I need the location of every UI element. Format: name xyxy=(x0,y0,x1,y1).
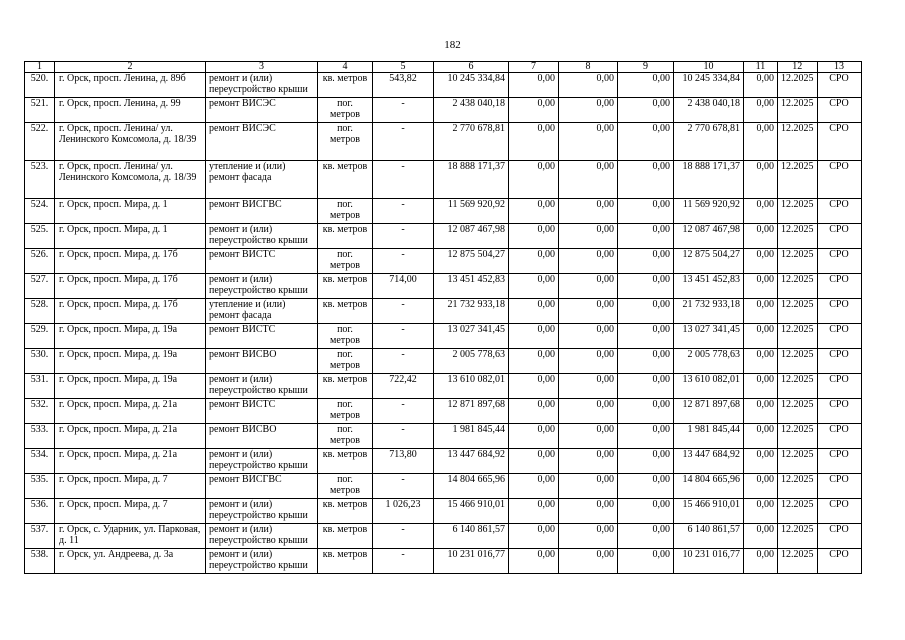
cell-cost-col-7: 0,00 xyxy=(509,161,559,199)
cell-method: СРО xyxy=(817,324,861,349)
cell-area: - xyxy=(373,424,434,449)
cell-cost-col-11: 0,00 xyxy=(744,161,778,199)
cell-unit: кв. метров xyxy=(318,499,373,524)
header-row xyxy=(25,62,862,73)
page-number: 182 xyxy=(444,39,461,51)
cell-cost-col-9: 0,00 xyxy=(618,98,674,123)
cell-method: СРО xyxy=(817,123,861,161)
cell-unit: пог. метров xyxy=(318,349,373,374)
capital-repair-table xyxy=(24,61,862,574)
table-row xyxy=(25,73,862,98)
cell-completion-date: 12.2025 xyxy=(778,474,818,499)
cell-cost-col-10: 11 569 920,92 xyxy=(674,199,744,224)
header-col-2: 2 xyxy=(55,62,206,73)
cell-cost-col-11: 0,00 xyxy=(744,424,778,449)
cell-total-cost: 13 610 082,01 xyxy=(434,374,509,399)
cell-method: СРО xyxy=(817,524,861,549)
cell-address: г. Орск, просп. Мира, д. 21а xyxy=(55,399,206,424)
cell-address: г. Орск, просп. Ленина/ ул. Ленинского Комсомола, д. 18/39 xyxy=(55,123,206,161)
cell-total-cost: 13 027 341,45 xyxy=(434,324,509,349)
cell-cost-col-7: 0,00 xyxy=(509,199,559,224)
cell-work-type: ремонт ВИСГВС xyxy=(206,199,318,224)
cell-area: - xyxy=(373,249,434,274)
cell-cost-col-10: 12 087 467,98 xyxy=(674,224,744,249)
cell-cost-col-11: 0,00 xyxy=(744,274,778,299)
header-col-1: 1 xyxy=(25,62,55,73)
cell-cost-col-11: 0,00 xyxy=(744,549,778,574)
cell-row-number: 533. xyxy=(25,424,55,449)
cell-total-cost: 11 569 920,92 xyxy=(434,199,509,224)
header-col-13: 13 xyxy=(817,62,861,73)
table-row xyxy=(25,161,862,199)
cell-unit: пог. метров xyxy=(318,474,373,499)
cell-area: 714,00 xyxy=(373,274,434,299)
cell-total-cost: 1 981 845,44 xyxy=(434,424,509,449)
table-row xyxy=(25,98,862,123)
table-row xyxy=(25,549,862,574)
cell-completion-date: 12.2025 xyxy=(778,161,818,199)
table-row xyxy=(25,474,862,499)
cell-work-type: ремонт ВИСГВС xyxy=(206,474,318,499)
cell-area: - xyxy=(373,161,434,199)
cell-total-cost: 15 466 910,01 xyxy=(434,499,509,524)
cell-cost-col-11: 0,00 xyxy=(744,224,778,249)
cell-address: г. Орск, просп. Мира, д. 19а xyxy=(55,349,206,374)
cell-cost-col-9: 0,00 xyxy=(618,324,674,349)
cell-unit: пог. метров xyxy=(318,98,373,123)
cell-area: - xyxy=(373,324,434,349)
cell-address: г. Орск, просп. Ленина, д. 89б xyxy=(55,73,206,98)
cell-method: СРО xyxy=(817,374,861,399)
cell-unit: кв. метров xyxy=(318,299,373,324)
cell-cost-col-11: 0,00 xyxy=(744,98,778,123)
cell-cost-col-11: 0,00 xyxy=(744,499,778,524)
table-row xyxy=(25,349,862,374)
cell-cost-col-8: 0,00 xyxy=(559,224,618,249)
cell-method: СРО xyxy=(817,98,861,123)
header-col-8: 8 xyxy=(559,62,618,73)
cell-completion-date: 12.2025 xyxy=(778,224,818,249)
cell-row-number: 523. xyxy=(25,161,55,199)
cell-cost-col-11: 0,00 xyxy=(744,349,778,374)
cell-work-type: ремонт ВИСВО xyxy=(206,424,318,449)
cell-cost-col-8: 0,00 xyxy=(559,299,618,324)
cell-cost-col-7: 0,00 xyxy=(509,424,559,449)
cell-unit: кв. метров xyxy=(318,161,373,199)
cell-unit: пог. метров xyxy=(318,123,373,161)
cell-method: СРО xyxy=(817,199,861,224)
cell-work-type: ремонт ВИСТС xyxy=(206,324,318,349)
cell-area: - xyxy=(373,399,434,424)
cell-row-number: 525. xyxy=(25,224,55,249)
cell-cost-col-11: 0,00 xyxy=(744,324,778,349)
cell-work-type: ремонт и (или) переустройство крыши xyxy=(206,499,318,524)
cell-cost-col-9: 0,00 xyxy=(618,474,674,499)
cell-cost-col-10: 13 447 684,92 xyxy=(674,449,744,474)
cell-work-type: утепление и (или) ремонт фасада xyxy=(206,161,318,199)
cell-cost-col-10: 13 027 341,45 xyxy=(674,324,744,349)
cell-cost-col-8: 0,00 xyxy=(559,324,618,349)
cell-unit: пог. метров xyxy=(318,399,373,424)
cell-cost-col-8: 0,00 xyxy=(559,524,618,549)
cell-completion-date: 12.2025 xyxy=(778,299,818,324)
cell-cost-col-9: 0,00 xyxy=(618,161,674,199)
cell-row-number: 536. xyxy=(25,499,55,524)
cell-address: г. Орск, ул. Андреева, д. 3а xyxy=(55,549,206,574)
cell-cost-col-9: 0,00 xyxy=(618,73,674,98)
cell-cost-col-10: 2 770 678,81 xyxy=(674,123,744,161)
cell-cost-col-10: 10 231 016,77 xyxy=(674,549,744,574)
header-col-9: 9 xyxy=(618,62,674,73)
cell-total-cost: 2 005 778,63 xyxy=(434,349,509,374)
cell-row-number: 530. xyxy=(25,349,55,374)
cell-row-number: 528. xyxy=(25,299,55,324)
cell-total-cost: 21 732 933,18 xyxy=(434,299,509,324)
cell-unit: кв. метров xyxy=(318,524,373,549)
cell-address: г. Орск, просп. Ленина, д. 99 xyxy=(55,98,206,123)
cell-cost-col-10: 2 438 040,18 xyxy=(674,98,744,123)
cell-area: - xyxy=(373,524,434,549)
cell-row-number: 535. xyxy=(25,474,55,499)
cell-cost-col-7: 0,00 xyxy=(509,249,559,274)
cell-completion-date: 12.2025 xyxy=(778,349,818,374)
cell-total-cost: 12 087 467,98 xyxy=(434,224,509,249)
cell-completion-date: 12.2025 xyxy=(778,449,818,474)
cell-cost-col-11: 0,00 xyxy=(744,374,778,399)
cell-cost-col-7: 0,00 xyxy=(509,324,559,349)
cell-work-type: ремонт ВИСЭС xyxy=(206,98,318,123)
cell-row-number: 527. xyxy=(25,274,55,299)
cell-cost-col-7: 0,00 xyxy=(509,98,559,123)
cell-method: СРО xyxy=(817,224,861,249)
cell-cost-col-7: 0,00 xyxy=(509,73,559,98)
cell-cost-col-10: 21 732 933,18 xyxy=(674,299,744,324)
cell-unit: пог. метров xyxy=(318,249,373,274)
cell-work-type: ремонт ВИСЭС xyxy=(206,123,318,161)
cell-cost-col-11: 0,00 xyxy=(744,299,778,324)
cell-work-type: утепление и (или) ремонт фасада xyxy=(206,299,318,324)
cell-row-number: 537. xyxy=(25,524,55,549)
cell-cost-col-8: 0,00 xyxy=(559,161,618,199)
cell-area: - xyxy=(373,549,434,574)
cell-cost-col-9: 0,00 xyxy=(618,199,674,224)
cell-cost-col-9: 0,00 xyxy=(618,249,674,274)
cell-address: г. Орск, просп. Мира, д. 19а xyxy=(55,374,206,399)
cell-method: СРО xyxy=(817,499,861,524)
cell-row-number: 521. xyxy=(25,98,55,123)
table-row xyxy=(25,499,862,524)
cell-completion-date: 12.2025 xyxy=(778,249,818,274)
table-row xyxy=(25,299,862,324)
header-col-7: 7 xyxy=(509,62,559,73)
cell-cost-col-9: 0,00 xyxy=(618,399,674,424)
cell-area: 1 026,23 xyxy=(373,499,434,524)
cell-work-type: ремонт и (или) переустройство крыши xyxy=(206,374,318,399)
cell-area: - xyxy=(373,199,434,224)
cell-total-cost: 10 231 016,77 xyxy=(434,549,509,574)
cell-cost-col-9: 0,00 xyxy=(618,374,674,399)
cell-cost-col-9: 0,00 xyxy=(618,299,674,324)
table-row xyxy=(25,524,862,549)
cell-total-cost: 6 140 861,57 xyxy=(434,524,509,549)
cell-work-type: ремонт и (или) переустройство крыши xyxy=(206,224,318,249)
cell-cost-col-11: 0,00 xyxy=(744,123,778,161)
cell-work-type: ремонт и (или) переустройство крыши xyxy=(206,73,318,98)
cell-cost-col-8: 0,00 xyxy=(559,499,618,524)
cell-address: г. Орск, просп. Мира, д. 1 xyxy=(55,224,206,249)
table-row xyxy=(25,199,862,224)
cell-cost-col-7: 0,00 xyxy=(509,274,559,299)
cell-cost-col-9: 0,00 xyxy=(618,424,674,449)
table-row xyxy=(25,374,862,399)
cell-unit: пог. метров xyxy=(318,424,373,449)
cell-cost-col-11: 0,00 xyxy=(744,449,778,474)
cell-row-number: 529. xyxy=(25,324,55,349)
cell-cost-col-11: 0,00 xyxy=(744,474,778,499)
table-body xyxy=(25,73,862,574)
cell-completion-date: 12.2025 xyxy=(778,324,818,349)
cell-cost-col-7: 0,00 xyxy=(509,374,559,399)
table-row xyxy=(25,224,862,249)
cell-unit: кв. метров xyxy=(318,73,373,98)
cell-row-number: 520. xyxy=(25,73,55,98)
cell-address: г. Орск, просп. Мира, д. 21а xyxy=(55,424,206,449)
table-row xyxy=(25,399,862,424)
cell-completion-date: 12.2025 xyxy=(778,123,818,161)
cell-work-type: ремонт ВИСТС xyxy=(206,249,318,274)
cell-cost-col-7: 0,00 xyxy=(509,474,559,499)
cell-address: г. Орск, просп. Мира, д. 1 xyxy=(55,199,206,224)
cell-unit: кв. метров xyxy=(318,549,373,574)
cell-work-type: ремонт ВИСТС xyxy=(206,399,318,424)
cell-completion-date: 12.2025 xyxy=(778,424,818,449)
cell-cost-col-8: 0,00 xyxy=(559,274,618,299)
cell-method: СРО xyxy=(817,549,861,574)
cell-cost-col-9: 0,00 xyxy=(618,274,674,299)
cell-address: г. Орск, просп. Мира, д. 19а xyxy=(55,324,206,349)
cell-cost-col-10: 10 245 334,84 xyxy=(674,73,744,98)
header-col-10: 10 xyxy=(674,62,744,73)
cell-cost-col-8: 0,00 xyxy=(559,374,618,399)
cell-cost-col-9: 0,00 xyxy=(618,524,674,549)
cell-method: СРО xyxy=(817,349,861,374)
cell-completion-date: 12.2025 xyxy=(778,98,818,123)
cell-address: г. Орск, просп. Мира, д. 7 xyxy=(55,499,206,524)
cell-address: г. Орск, просп. Ленина/ ул. Ленинского Комсомола, д. 18/39 xyxy=(55,161,206,199)
cell-cost-col-10: 15 466 910,01 xyxy=(674,499,744,524)
cell-unit: кв. метров xyxy=(318,274,373,299)
cell-completion-date: 12.2025 xyxy=(778,274,818,299)
cell-cost-col-7: 0,00 xyxy=(509,349,559,374)
cell-address: г. Орск, просп. Мира, д. 17б xyxy=(55,249,206,274)
cell-total-cost: 2 770 678,81 xyxy=(434,123,509,161)
cell-completion-date: 12.2025 xyxy=(778,549,818,574)
cell-method: СРО xyxy=(817,299,861,324)
cell-total-cost: 18 888 171,37 xyxy=(434,161,509,199)
cell-total-cost: 2 438 040,18 xyxy=(434,98,509,123)
cell-total-cost: 13 447 684,92 xyxy=(434,449,509,474)
cell-completion-date: 12.2025 xyxy=(778,524,818,549)
cell-total-cost: 12 875 504,27 xyxy=(434,249,509,274)
cell-row-number: 534. xyxy=(25,449,55,474)
table-row xyxy=(25,324,862,349)
cell-method: СРО xyxy=(817,73,861,98)
cell-cost-col-10: 12 875 504,27 xyxy=(674,249,744,274)
cell-cost-col-10: 18 888 171,37 xyxy=(674,161,744,199)
cell-method: СРО xyxy=(817,474,861,499)
cell-cost-col-11: 0,00 xyxy=(744,249,778,274)
cell-cost-col-8: 0,00 xyxy=(559,249,618,274)
cell-method: СРО xyxy=(817,161,861,199)
cell-method: СРО xyxy=(817,449,861,474)
cell-cost-col-8: 0,00 xyxy=(559,399,618,424)
cell-area: - xyxy=(373,224,434,249)
cell-cost-col-8: 0,00 xyxy=(559,349,618,374)
cell-method: СРО xyxy=(817,424,861,449)
cell-cost-col-8: 0,00 xyxy=(559,73,618,98)
header-col-12: 12 xyxy=(778,62,818,73)
cell-cost-col-11: 0,00 xyxy=(744,73,778,98)
cell-cost-col-8: 0,00 xyxy=(559,424,618,449)
cell-cost-col-11: 0,00 xyxy=(744,199,778,224)
table-row xyxy=(25,123,862,161)
cell-area: - xyxy=(373,474,434,499)
cell-cost-col-9: 0,00 xyxy=(618,449,674,474)
cell-unit: кв. метров xyxy=(318,449,373,474)
table-row xyxy=(25,449,862,474)
cell-cost-col-8: 0,00 xyxy=(559,98,618,123)
cell-cost-col-7: 0,00 xyxy=(509,224,559,249)
cell-work-type: ремонт ВИСВО xyxy=(206,349,318,374)
cell-cost-col-7: 0,00 xyxy=(509,449,559,474)
cell-method: СРО xyxy=(817,274,861,299)
cell-cost-col-7: 0,00 xyxy=(509,524,559,549)
cell-row-number: 524. xyxy=(25,199,55,224)
cell-address: г. Орск, просп. Мира, д. 7 xyxy=(55,474,206,499)
cell-completion-date: 12.2025 xyxy=(778,374,818,399)
cell-cost-col-9: 0,00 xyxy=(618,123,674,161)
cell-cost-col-10: 1 981 845,44 xyxy=(674,424,744,449)
cell-completion-date: 12.2025 xyxy=(778,399,818,424)
cell-cost-col-10: 13 451 452,83 xyxy=(674,274,744,299)
cell-area: - xyxy=(373,123,434,161)
cell-area: - xyxy=(373,98,434,123)
cell-method: СРО xyxy=(817,399,861,424)
cell-method: СРО xyxy=(817,249,861,274)
cell-area: 722,42 xyxy=(373,374,434,399)
cell-cost-col-10: 6 140 861,57 xyxy=(674,524,744,549)
cell-total-cost: 14 804 665,96 xyxy=(434,474,509,499)
cell-cost-col-7: 0,00 xyxy=(509,123,559,161)
cell-area: - xyxy=(373,299,434,324)
cell-cost-col-10: 14 804 665,96 xyxy=(674,474,744,499)
cell-cost-col-8: 0,00 xyxy=(559,474,618,499)
header-col-6: 6 xyxy=(434,62,509,73)
cell-unit: пог. метров xyxy=(318,324,373,349)
cell-row-number: 522. xyxy=(25,123,55,161)
cell-total-cost: 10 245 334,84 xyxy=(434,73,509,98)
cell-row-number: 526. xyxy=(25,249,55,274)
cell-area: 543,82 xyxy=(373,73,434,98)
cell-work-type: ремонт и (или) переустройство крыши xyxy=(206,549,318,574)
cell-cost-col-9: 0,00 xyxy=(618,499,674,524)
cell-work-type: ремонт и (или) переустройство крыши xyxy=(206,449,318,474)
header-col-3: 3 xyxy=(206,62,318,73)
cell-total-cost: 13 451 452,83 xyxy=(434,274,509,299)
cell-cost-col-10: 2 005 778,63 xyxy=(674,349,744,374)
cell-completion-date: 12.2025 xyxy=(778,499,818,524)
cell-address: г. Орск, просп. Мира, д. 21а xyxy=(55,449,206,474)
table-row xyxy=(25,249,862,274)
cell-cost-col-9: 0,00 xyxy=(618,549,674,574)
cell-cost-col-9: 0,00 xyxy=(618,349,674,374)
cell-work-type: ремонт и (или) переустройство крыши xyxy=(206,524,318,549)
cell-cost-col-10: 12 871 897,68 xyxy=(674,399,744,424)
cell-area: 713,80 xyxy=(373,449,434,474)
cell-address: г. Орск, с. Ударник, ул. Парковая, д. 11 xyxy=(55,524,206,549)
cell-area: - xyxy=(373,349,434,374)
cell-work-type: ремонт и (или) переустройство крыши xyxy=(206,274,318,299)
header-col-5: 5 xyxy=(373,62,434,73)
cell-row-number: 538. xyxy=(25,549,55,574)
cell-address: г. Орск, просп. Мира, д. 17б xyxy=(55,299,206,324)
cell-completion-date: 12.2025 xyxy=(778,73,818,98)
cell-total-cost: 12 871 897,68 xyxy=(434,399,509,424)
cell-address: г. Орск, просп. Мира, д. 17б xyxy=(55,274,206,299)
cell-cost-col-8: 0,00 xyxy=(559,199,618,224)
cell-completion-date: 12.2025 xyxy=(778,199,818,224)
cell-row-number: 532. xyxy=(25,399,55,424)
cell-cost-col-8: 0,00 xyxy=(559,123,618,161)
cell-cost-col-7: 0,00 xyxy=(509,499,559,524)
cell-row-number: 531. xyxy=(25,374,55,399)
cell-cost-col-11: 0,00 xyxy=(744,524,778,549)
cell-cost-col-9: 0,00 xyxy=(618,224,674,249)
cell-cost-col-10: 13 610 082,01 xyxy=(674,374,744,399)
table-row xyxy=(25,424,862,449)
cell-cost-col-8: 0,00 xyxy=(559,549,618,574)
header-col-11: 11 xyxy=(744,62,778,73)
cell-cost-col-7: 0,00 xyxy=(509,549,559,574)
cell-cost-col-7: 0,00 xyxy=(509,399,559,424)
cell-cost-col-7: 0,00 xyxy=(509,299,559,324)
cell-unit: кв. метров xyxy=(318,374,373,399)
header-col-4: 4 xyxy=(318,62,373,73)
cell-cost-col-8: 0,00 xyxy=(559,449,618,474)
cell-unit: кв. метров xyxy=(318,224,373,249)
cell-cost-col-11: 0,00 xyxy=(744,399,778,424)
cell-unit: пог. метров xyxy=(318,199,373,224)
table-row xyxy=(25,274,862,299)
